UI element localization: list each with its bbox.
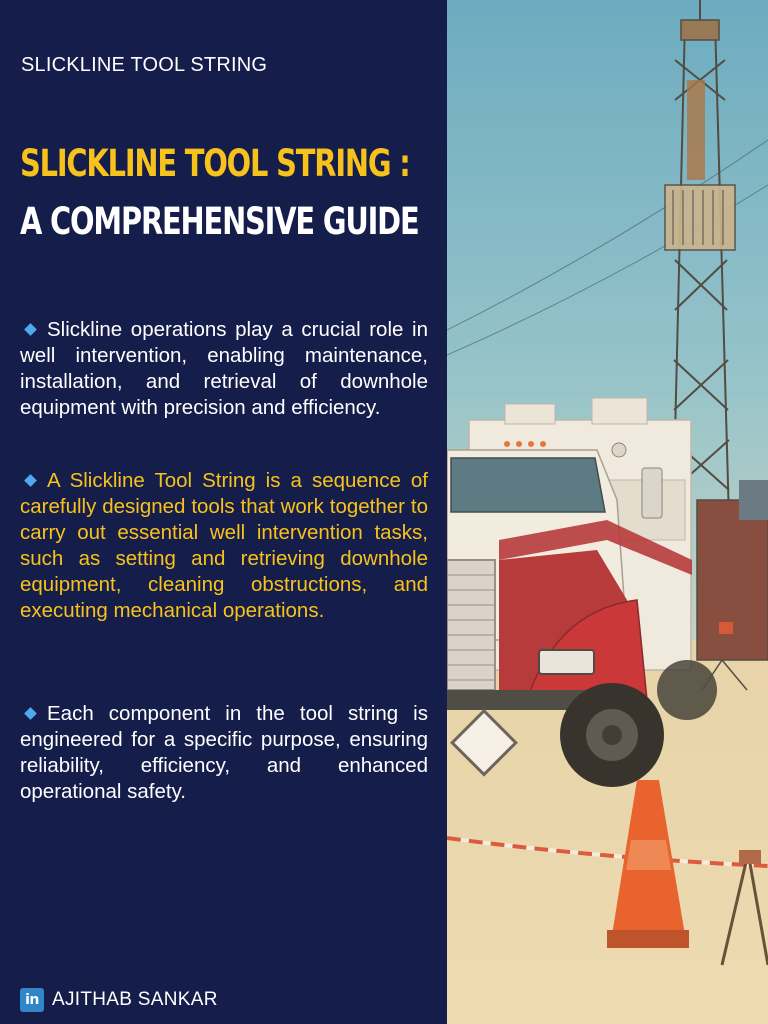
linkedin-icon[interactable]: in	[20, 988, 44, 1012]
oilfield-photo	[447, 0, 768, 1024]
diamond-bullet-icon	[24, 474, 37, 487]
kicker-label: SLICKLINE TOOL STRING	[21, 54, 268, 76]
page-title	[20, 135, 419, 251]
title-line-2: A COMPREHENSIVE GUIDE	[20, 200, 419, 243]
paragraph-2-text: A Slickline Tool String is a sequence of carefully designed tools that work together to carry out essential well intervention tasks, such as setting and retrieving downhole equipment, cleaning obstructions, and executing mechanical operations.	[20, 469, 428, 622]
paragraph-3-text: Each component in the tool string is engineered for a specific purpose, ensuring reliability, efficiency, and enhanced operational safety.	[20, 702, 428, 803]
author-name: AJITHAB SANKAR	[52, 989, 218, 1010]
paragraph-1-text: Slickline operations play a crucial role in well intervention, enabling maintenance, installation, and retrieval of downhole equipment with precision and efficiency.	[20, 318, 428, 419]
title-line-1: SLICKLINE TOOL STRING :	[20, 142, 410, 185]
paragraph-2	[20, 468, 428, 624]
oilfield-illustration	[447, 0, 768, 1024]
paragraph-1	[20, 317, 428, 421]
diamond-bullet-icon	[24, 323, 37, 336]
author-footer	[20, 988, 218, 1012]
diamond-bullet-icon	[24, 707, 37, 720]
paragraph-3	[20, 701, 428, 805]
